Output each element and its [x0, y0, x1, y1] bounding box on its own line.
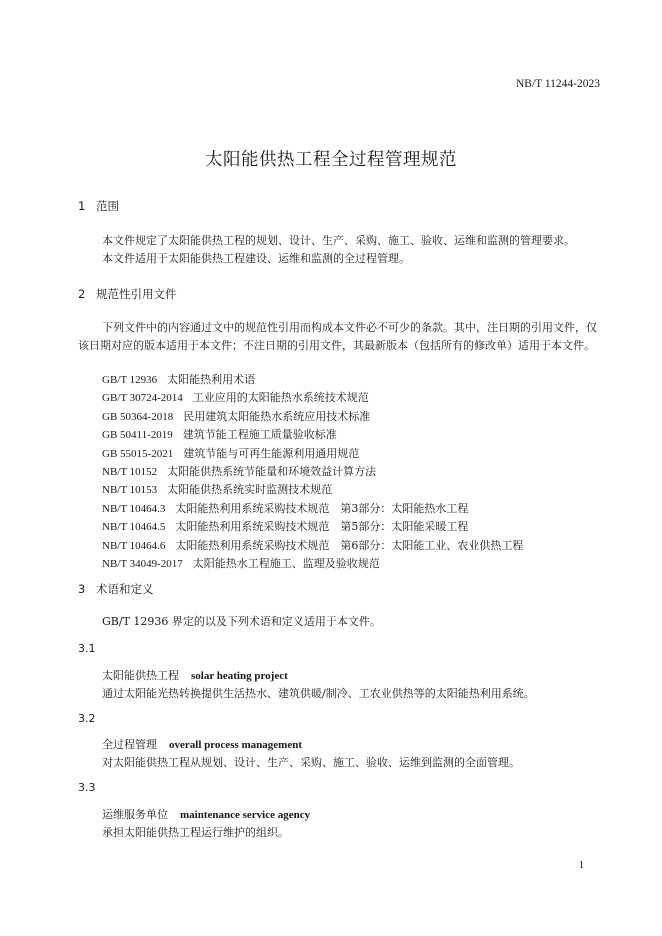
section-title: 术语和定义 — [96, 582, 154, 596]
section-1-paragraph-2: 本文件适用于太阳能供热工程建设、运维和监测的全过程管理。 — [102, 252, 410, 265]
reference-list — [102, 371, 523, 573]
standard-number: NB/T 11244-2023 — [515, 78, 600, 90]
section-2-intro: 下列文件中的内容通过文中的规范性引用而构成本文件必不可少的条款。其中，注日期的引用文件，仅该日期对应的版本适用于本文件；不注日期的引用文件，其最新版本（包括所有的修改单）适用于本文件。 — [78, 321, 597, 352]
section-number: 2 — [78, 287, 86, 301]
reference-item: NB/T 10153 太阳能供热系统实时监测技术规范 — [102, 483, 333, 497]
reference-item: GB/T 12936 太阳能热利用术语 — [102, 373, 256, 386]
reference-item: GB 50411-2019 建筑节能工程施工质量验收标准 — [102, 428, 337, 442]
reference-item: GB 55015-2021 建筑节能与可再生能源利用通用规范 — [102, 446, 360, 460]
term-number: 3.1 — [78, 642, 96, 655]
page-number: 1 — [578, 860, 584, 871]
section-1-heading — [78, 198, 119, 214]
term-heading — [102, 736, 302, 752]
section-1-paragraph-1: 本文件规定了太阳能供热工程的规划、设计、生产、采购、施工、验收、运维和监测的管理要求。 — [102, 234, 575, 247]
term-definition: 承担太阳能供热工程运行维护的组织。 — [102, 826, 289, 839]
term-zh: 运维服务单位 — [102, 808, 168, 821]
reference-item: NB/T 10464.6 太阳能热利用系统采购技术规范 第6部分：太阳能工业、农业供热工程 — [102, 538, 524, 552]
term-en: maintenance service agency — [180, 809, 311, 821]
section-2-heading — [78, 286, 177, 302]
section-title: 规范性引用文件 — [96, 287, 177, 301]
section-title: 范围 — [96, 199, 119, 213]
document-title: 太阳能供热工程全过程管理规范 — [205, 150, 457, 170]
term-heading — [102, 667, 288, 683]
reference-item: NB/T 10464.5 太阳能热利用系统采购技术规范 第5部分：太阳能采暖工程 — [102, 520, 469, 534]
term-definition: 对太阳能供热工程从规划、设计、生产、采购、施工、验收、运维到监测的全面管理。 — [102, 756, 520, 769]
term-en: solar heating project — [191, 670, 288, 682]
term-definition: 通过太阳能光热转换提供生活热水、建筑供暖/制冷、工农业供热等的太阳能热利用系统。 — [102, 687, 535, 700]
section-number: 1 — [78, 199, 86, 213]
section-3-intro: GB/T 12936 界定的以及下列术语和定义适用于本文件。 — [102, 615, 381, 628]
reference-item: NB/T 10152 太阳能供热系统节能量和环境效益计算方法 — [102, 465, 377, 479]
term-number: 3.2 — [78, 712, 96, 725]
term-heading — [102, 806, 310, 822]
reference-item: NB/T 10464.3 太阳能热利用系统采购技术规范 第3部分：太阳能热水工程 — [102, 501, 469, 515]
reference-item: GB/T 30724-2014 工业应用的太阳能热水系统技术规范 — [102, 391, 369, 405]
term-zh: 太阳能供热工程 — [102, 669, 179, 682]
section-3-heading — [78, 581, 154, 597]
reference-item: GB 50364-2018 民用建筑太阳能热水系统应用技术标准 — [102, 409, 371, 423]
reference-item: NB/T 34049-2017 太阳能热水工程施工、监理及验收规范 — [102, 557, 380, 571]
term-number: 3.3 — [78, 781, 96, 794]
section-number: 3 — [78, 582, 86, 596]
term-zh: 全过程管理 — [102, 738, 157, 751]
term-en: overall process management — [169, 739, 302, 751]
